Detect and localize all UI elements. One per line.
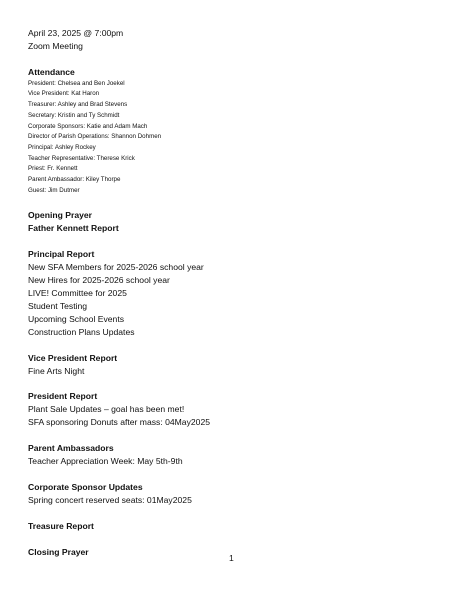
opening-prayer-heading: Opening Prayer bbox=[28, 210, 92, 221]
principal-report-heading: Principal Report bbox=[28, 249, 95, 260]
meeting-date: April 23, 2025 @ 7:00pm bbox=[28, 28, 124, 38]
list-item: LIVE! Committee for 2025 bbox=[28, 287, 127, 298]
principal-report-list bbox=[28, 261, 438, 338]
attendance-list bbox=[28, 79, 438, 197]
list-item: Construction Plans Updates bbox=[28, 326, 135, 337]
attendance-item: Parent Ambassador: Kiley Thorpe bbox=[28, 176, 121, 184]
corporate-sponsor-heading: Corporate Sponsor Updates bbox=[28, 481, 143, 492]
list-item: Student Testing bbox=[28, 300, 88, 311]
treasure-report-heading: Treasure Report bbox=[28, 520, 94, 531]
attendance-item: Treasurer: Ashley and Brad Stevens bbox=[28, 101, 128, 109]
list-item: Teacher Appreciation Week: May 5th-9th bbox=[28, 456, 183, 467]
attendance-heading: Attendance bbox=[28, 66, 75, 77]
closing-prayer-heading: Closing Prayer bbox=[28, 546, 89, 557]
attendance-item: Principal: Ashley Rockey bbox=[28, 143, 96, 151]
attendance-item: Teacher Representative: Therese Krick bbox=[28, 154, 135, 162]
attendance-item: Guest: Jim Dutmer bbox=[28, 186, 80, 194]
attendance-item: Secretary: Kristin and Ty Schmidt bbox=[28, 111, 120, 119]
president-report-heading: President Report bbox=[28, 391, 98, 402]
attendance-item: Corporate Sponsors: Katie and Adam Mach bbox=[28, 122, 148, 130]
parent-ambassadors-heading: Parent Ambassadors bbox=[28, 443, 114, 454]
attendance-item: Vice President: Kat Haron bbox=[28, 90, 100, 98]
list-item: New SFA Members for 2025-2026 school year bbox=[28, 262, 204, 273]
attendance-item: Director of Parish Operations: Shannon Dohmen bbox=[28, 133, 162, 141]
meeting-minutes bbox=[28, 27, 438, 559]
attendance-item: Priest: Fr. Kennett bbox=[28, 165, 78, 173]
vice-president-report-heading: Vice President Report bbox=[28, 352, 118, 363]
attendance-item: President: Chelsea and Ben Joekel bbox=[28, 79, 125, 87]
list-item: Plant Sale Updates – goal has been met! bbox=[28, 404, 185, 415]
father-report-heading: Father Kennett Report bbox=[28, 223, 119, 234]
list-item: Fine Arts Night bbox=[28, 365, 85, 376]
list-item: SFA sponsoring Donuts after mass: 04May2025 bbox=[28, 417, 210, 428]
page-number: 1 bbox=[229, 553, 234, 563]
list-item: New Hires for 2025-2026 school year bbox=[28, 275, 170, 286]
list-item: Upcoming School Events bbox=[28, 313, 125, 324]
list-item: Spring concert reserved seats: 01May2025 bbox=[28, 494, 192, 505]
meeting-location: Zoom Meeting bbox=[28, 40, 83, 51]
